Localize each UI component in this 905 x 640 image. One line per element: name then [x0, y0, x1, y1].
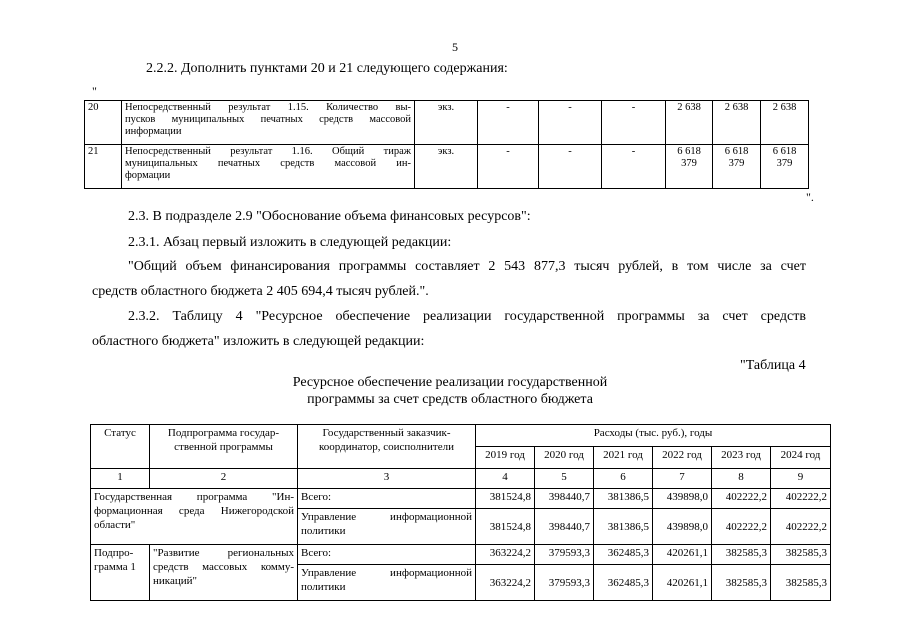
paragraph-2-3-2-continued: областного бюджета" изложить в следующей редакции: [92, 334, 425, 349]
table-row [85, 101, 809, 145]
value-cell: - [602, 101, 666, 145]
value-cell: 6 618 379 [713, 145, 761, 189]
column-number: 5 [535, 469, 594, 489]
management-label: Управление информационной политики [298, 509, 476, 545]
year-header: 2023 год [712, 447, 771, 469]
year-header: 2022 год [653, 447, 712, 469]
value-cell: 2 638 [761, 101, 809, 145]
value-cell: 379593,3 [535, 565, 594, 601]
header-customer: Государственный заказчик- координатор, соисполнители [298, 425, 476, 469]
column-number: 6 [594, 469, 653, 489]
column-number: 7 [653, 469, 712, 489]
page-number: 5 [452, 40, 458, 54]
quoted-paragraph-line: "Общий объем финансирования программы составляет 2 543 877,3 тысяч рублей, в том числе за счет [128, 259, 806, 274]
value-cell: 2 638 [666, 101, 713, 145]
value-cell: 2 638 [713, 101, 761, 145]
table-row [85, 145, 809, 189]
value-cell: 398440,7 [535, 489, 594, 509]
value-cell: 379593,3 [535, 545, 594, 565]
value-cell: 402222,2 [771, 509, 831, 545]
resource-table [90, 424, 831, 601]
year-header: 2020 год [535, 447, 594, 469]
year-header: 2021 год [594, 447, 653, 469]
total-label: Всего: [298, 489, 476, 509]
year-header: 2019 год [476, 447, 535, 469]
header-subprogram: Подпрограмма государ- ственной программы [150, 425, 298, 469]
row-number: 20 [85, 101, 122, 145]
year-header: 2024 год [771, 447, 831, 469]
results-table [84, 100, 809, 189]
value-cell: 363224,2 [476, 565, 535, 601]
subprogram-status: Подпро- грамма 1 [91, 545, 150, 601]
closing-quote: ". [806, 190, 814, 204]
column-number-row [91, 469, 831, 489]
value-cell: - [602, 145, 666, 189]
paragraph-2-3-1: 2.3.1. Абзац первый изложить в следующей редакции: [128, 235, 452, 250]
value-cell: 362485,3 [594, 565, 653, 601]
row-number: 21 [85, 145, 122, 189]
value-cell: - [478, 145, 539, 189]
subprogram-name: "Развитие региональных средств массовых комму- никаций" [150, 545, 298, 601]
opening-quote: " [92, 84, 97, 98]
value-cell: 420261,1 [653, 545, 712, 565]
value-cell: 381386,5 [594, 509, 653, 545]
value-cell: 362485,3 [594, 545, 653, 565]
value-cell: 398440,7 [535, 509, 594, 545]
value-cell: 382585,3 [771, 565, 831, 601]
value-cell: 402222,2 [712, 509, 771, 545]
header-row [91, 425, 831, 447]
header-expenses: Расходы (тыс. руб.), годы [476, 425, 831, 447]
value-cell: - [539, 101, 602, 145]
value-cell: 439898,0 [653, 509, 712, 545]
paragraph-2-3-2: 2.3.2. Таблицу 4 "Ресурсное обеспечение реализации государственной программы за счет средств [128, 309, 806, 324]
value-cell: - [478, 101, 539, 145]
value-cell: 420261,1 [653, 565, 712, 601]
quoted-paragraph-line: средств областного бюджета 2 405 694,4 тысяч рублей.". [92, 284, 429, 299]
value-cell: 6 618 379 [666, 145, 713, 189]
value-cell: 381524,8 [476, 489, 535, 509]
column-number: 3 [298, 469, 476, 489]
unit: экз. [415, 145, 478, 189]
table-row [91, 489, 831, 509]
column-number: 8 [712, 469, 771, 489]
value-cell: 382585,3 [712, 545, 771, 565]
total-label: Всего: [298, 545, 476, 565]
paragraph-2-3: 2.3. В подразделе 2.9 "Обоснование объема финансовых ресурсов": [128, 209, 531, 224]
result-description: Непосредственный результат 1.16. Общий тираж муниципальных печатных средств массовой ин- формации [122, 145, 415, 189]
value-cell: 382585,3 [771, 545, 831, 565]
table-caption-line: программы за счет средств областного бюджета [307, 392, 593, 407]
header-status: Статус [91, 425, 150, 469]
value-cell: 382585,3 [712, 565, 771, 601]
result-description: Непосредственный результат 1.15. Количество вы- пусков муниципальных печатных средств массовой информации [122, 101, 415, 145]
table-caption-line: Ресурсное обеспечение реализации государственной [292, 375, 608, 390]
value-cell: 402222,2 [712, 489, 771, 509]
column-number: 4 [476, 469, 535, 489]
value-cell: 439898,0 [653, 489, 712, 509]
value-cell: 381524,8 [476, 509, 535, 545]
value-cell: 6 618 379 [761, 145, 809, 189]
column-number: 9 [771, 469, 831, 489]
value-cell: 381386,5 [594, 489, 653, 509]
paragraph-2-2-2: 2.2.2. Дополнить пунктами 20 и 21 следующего содержания: [146, 61, 508, 76]
value-cell: 402222,2 [771, 489, 831, 509]
table-label: "Таблица 4 [740, 358, 806, 373]
unit: экз. [415, 101, 478, 145]
column-number: 2 [150, 469, 298, 489]
value-cell: 363224,2 [476, 545, 535, 565]
state-program-name: Государственная программа "Ин- формационная среда Нижегородской области" [91, 489, 298, 545]
table-row [91, 545, 831, 565]
management-label: Управление информационной политики [298, 565, 476, 601]
value-cell: - [539, 145, 602, 189]
column-number: 1 [91, 469, 150, 489]
